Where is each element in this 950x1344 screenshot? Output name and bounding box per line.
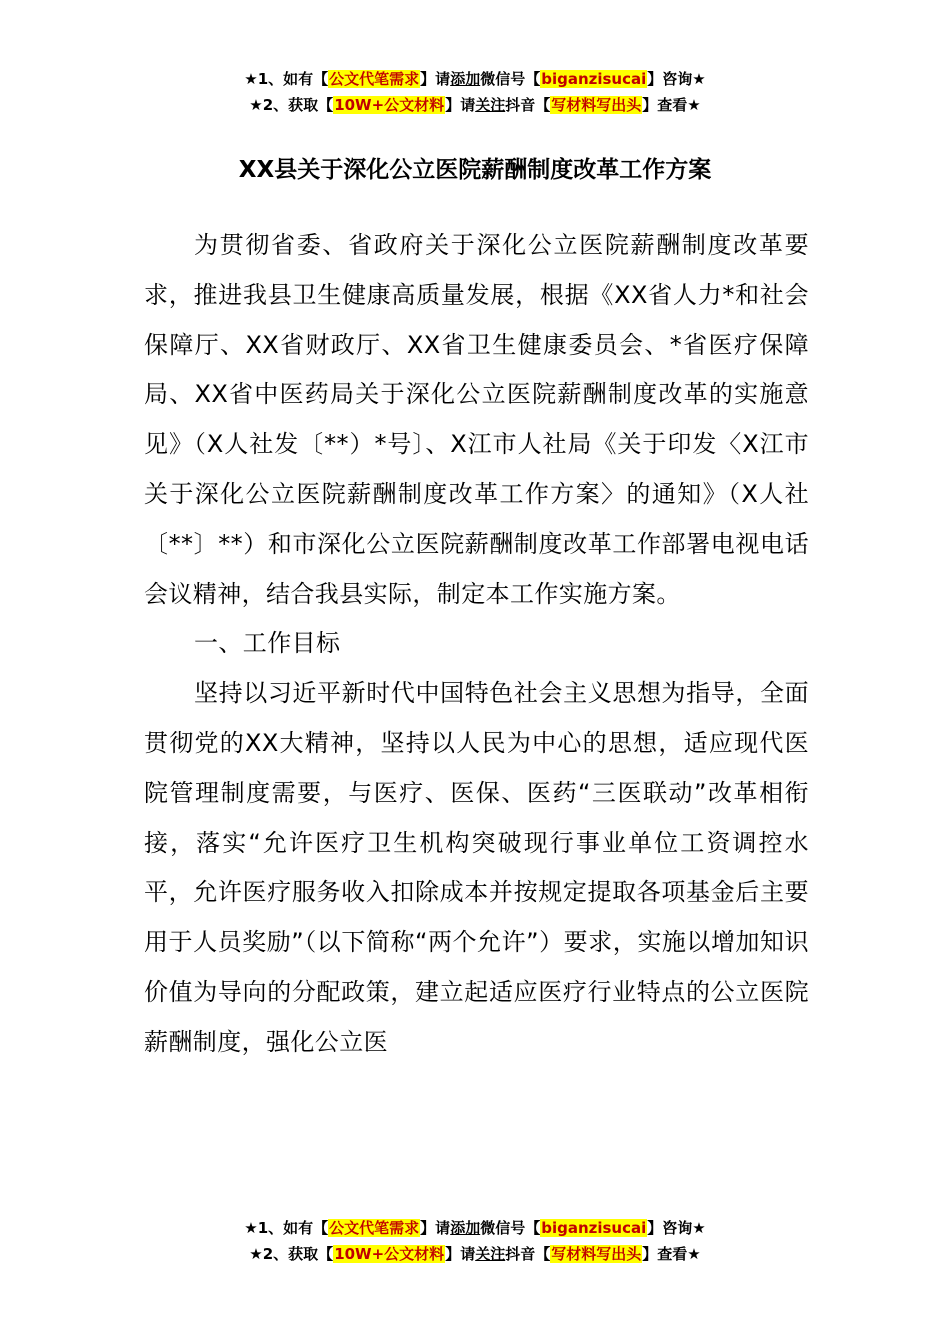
paragraph-intro: 为贯彻省委、省政府关于深化公立医院薪酬制度改革要求，推进我县卫生健康高质量发展，根据《XX省人力*和社会保障厅、XX省财政厅、XX省卫生健康委员会、*省医疗保障局、XX省中医药局关于深化公立医院薪酬制度改革的实施意见》（X人社发〔**）*号〕、X江市人社局《关于印发〈X江市关于深化公立医院薪酬制度改革工作方案〉的通知》（X人社〔**〕**）和市深化公立医院薪酬制度改革工作部署电视电话会议精神，结合我县实际，制定本工作实施方案。 bbox=[144, 231, 809, 608]
section-heading-goals: 一、工作目标 bbox=[194, 629, 341, 658]
highlight-materials: 10W+公文材料 bbox=[334, 1245, 445, 1263]
document-title: XX县关于深化公立医院薪酬制度改革工作方案 bbox=[238, 157, 712, 183]
promo-line-1: ★1、如有【公文代笔需求】请添加微信号【biganzisucai】咨询★ bbox=[244, 70, 706, 88]
highlight-douyin-account: 写材料写出头 bbox=[551, 96, 642, 114]
highlight-wechat-id: biganzisucai bbox=[541, 70, 647, 88]
promo-line-2: ★2、获取【10W+公文材料】请关注抖音【写材料写出头】查看★ bbox=[249, 1245, 701, 1263]
promo-line-2: ★2、获取【10W+公文材料】请关注抖音【写材料写出头】查看★ bbox=[249, 96, 701, 114]
promo-banner-bottom bbox=[0, 1215, 950, 1267]
highlight-douyin-account: 写材料写出头 bbox=[551, 1245, 642, 1263]
highlight-service: 公文代笔需求 bbox=[329, 1219, 420, 1237]
paragraph-goals: 坚持以习近平新时代中国特色社会主义思想为指导，全面贯彻党的XX大精神，坚持以人民为中心的思想，适应现代医院管理制度需要，与医疗、医保、医药“三医联动”改革相衔接，落实“允许医疗卫生机构突破现行事业单位工资调控水平，允许医疗服务收入扣除成本并按规定提取各项基金后主要用于人员奖励”（以下简称“两个允许”）要求，实施以增加知识价值为导向的分配政策，建立起适应医疗行业特点的公立医院薪酬制度，强化公立医 bbox=[144, 679, 809, 1056]
highlight-service: 公文代笔需求 bbox=[329, 70, 420, 88]
promo-line-1: ★1、如有【公文代笔需求】请添加微信号【biganzisucai】咨询★ bbox=[244, 1219, 706, 1237]
highlight-wechat-id: biganzisucai bbox=[541, 1219, 647, 1237]
highlight-materials: 10W+公文材料 bbox=[334, 96, 445, 114]
promo-banner-top bbox=[0, 66, 950, 118]
document-body bbox=[144, 221, 809, 1068]
